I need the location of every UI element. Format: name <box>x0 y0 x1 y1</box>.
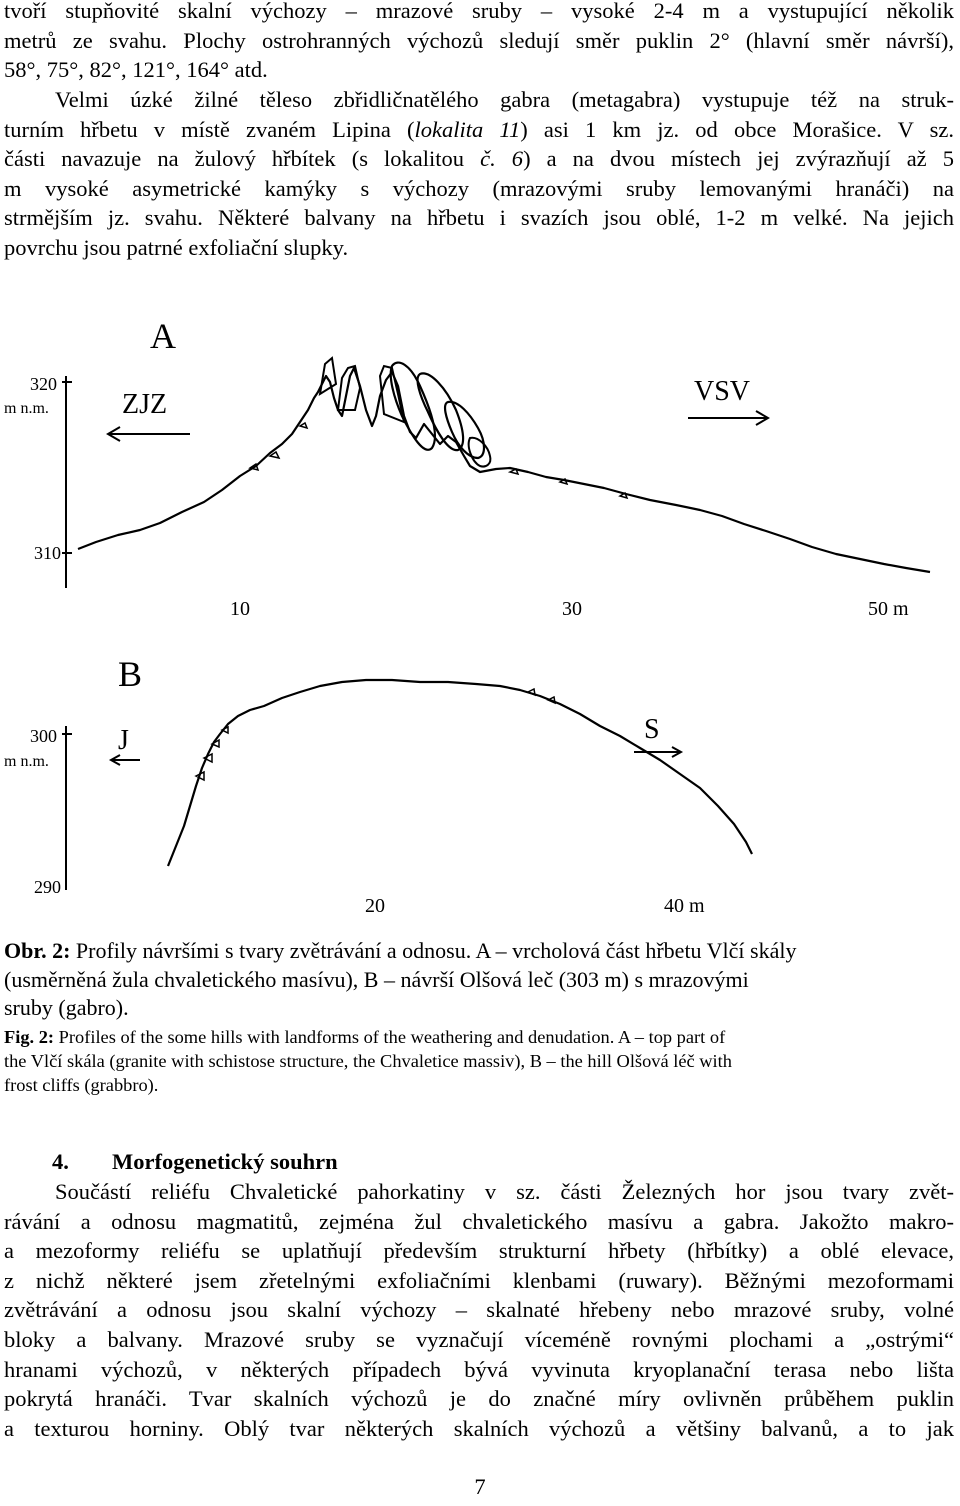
arrow-right-icon <box>688 411 768 425</box>
profile-a-y-top: 320 <box>30 374 57 394</box>
text-line: metrů ze svahu. Plochy ostrohranných výchozů sledují směr puklin 2° (hlavní směr návrší), <box>4 27 954 53</box>
text-line: frost cliffs (grabbro). <box>4 1075 159 1095</box>
paragraph-gabbro <box>4 85 954 263</box>
text-line: zvětrávání a odnosu jsou skalní výchozy – skalnaté hřebeny nebo mrazové sruby, volné <box>4 1297 954 1323</box>
text-line: sruby (gabro). <box>4 995 129 1020</box>
figure-profiles <box>0 306 960 926</box>
profile-b-y-bottom: 290 <box>34 877 61 897</box>
text-line: 58°, 75°, 82°, 121°, 164° atd. <box>4 57 268 83</box>
profile-b-label: B <box>118 654 143 694</box>
text-line: a texturou horniny. Oblý tvar některých skalních výchozů a většiny balvanů, a to jak <box>4 1415 954 1441</box>
profile-a-y-unit: m n.m. <box>4 400 49 417</box>
section-number: 4. <box>52 1149 69 1174</box>
section-title: Morfogenetický souhrn <box>112 1149 338 1174</box>
profile-b-x-tick: 20 <box>365 895 385 917</box>
text-line: the Vlčí skála (granite with schistose structure, the Chvaletice massiv), B – the hill Olšová léč with <box>4 1051 732 1071</box>
text-line: rávání a odnosu magmatitů, zejména žul chvaletického masívu a gabra. Jakožto makro- <box>4 1208 954 1234</box>
page-number: 7 <box>474 1474 486 1499</box>
figure-caption-czech <box>4 937 954 1023</box>
text-line: části navazuje na žulový hřbítek (s lokalitou č. 6) a na dvou místech jej zvýrazňují až 5 <box>4 146 954 172</box>
paragraph-summary <box>4 1177 954 1443</box>
text-line: z nichž některé jsem zřetelnými exfoliačními klenbami (ruwary). Běžnými mezoformami <box>4 1267 954 1293</box>
text-line: hranami výchozů, v některých případech bývá vyvinuta kryoplanační terasa nebo lišta <box>4 1356 954 1382</box>
arrow-left-icon <box>108 427 190 441</box>
text-line: tvoří stupňovité skalní výchozy – mrazové sruby – vysoké 2-4 m a vystupující několik <box>4 0 954 23</box>
profile-a-x-tick: 50 m <box>868 598 909 620</box>
text-line: Obr. 2: Profily návršími s tvary zvětrávání a odnosu. A – vrcholová část hřbetu Vlčí skály <box>4 938 797 963</box>
text-line: Fig. 2: Profiles of the some hills with landforms of the weathering and denudation. A – top part of <box>4 1027 726 1047</box>
profile-a-x-tick: 30 <box>562 598 582 620</box>
direction-label-right: S <box>644 714 660 745</box>
section-heading <box>52 1149 338 1175</box>
text-line: (usměrněná žula chvaletického masívu), B – návrší Olšová leč (303 m) s mrazovými <box>4 966 749 992</box>
text-line: Velmi úzké žilné těleso zbřidličnatělého gabra (metagabra) vystupuje též na struk- <box>55 87 954 112</box>
direction-label-right: VSV <box>694 376 751 407</box>
text-line: Součástí reliéfu Chvaletické pahorkatiny v sz. části Železných hor jsou tvary zvět- <box>55 1179 954 1204</box>
profile-a-label: A <box>150 316 176 356</box>
direction-label-left: J <box>118 725 129 756</box>
text-line: pokrytá hranáči. Tvar skalních výchozů je do značné míry ovlivněn průběhem puklin <box>4 1386 954 1412</box>
profile-b <box>4 654 752 917</box>
text-line: m vysoké asymetrické kamýky s výchozy (mrazovými sruby lemovanými hranáči) na <box>4 175 954 201</box>
text-line: povrchu jsou patrné exfoliační slupky. <box>4 234 349 260</box>
profile-a <box>4 316 930 620</box>
profile-a-y-bottom: 310 <box>34 543 61 563</box>
profile-a-x-tick: 10 <box>230 598 250 620</box>
arrow-left-icon <box>111 755 140 765</box>
text-line: turním hřbetu v místě zvaném Lipina (lokalita 11) asi 1 km jz. od obce Morašice. V sz. <box>4 116 954 142</box>
paragraph-intro <box>4 0 954 85</box>
profile-b-y-unit: m n.m. <box>4 753 49 770</box>
profile-b-x-tick: 40 m <box>664 895 705 917</box>
profile-b-y-top: 300 <box>30 726 57 746</box>
figure-caption-english <box>4 1025 954 1097</box>
direction-label-left: ZJZ <box>122 389 168 420</box>
text-line: bloky a balvany. Mrazové sruby se vyznačují víceméně rovnými plochami a „ostrými“ <box>4 1326 954 1352</box>
text-line: a mezoformy reliéfu se uplatňují především strukturní hřbety (hřbítky) a oblé elevace, <box>4 1238 954 1264</box>
text-line: strmějším jz. svahu. Některé balvany na hřbetu i svazích jsou oblé, 1-2 m velké. Na jejich <box>4 205 954 231</box>
